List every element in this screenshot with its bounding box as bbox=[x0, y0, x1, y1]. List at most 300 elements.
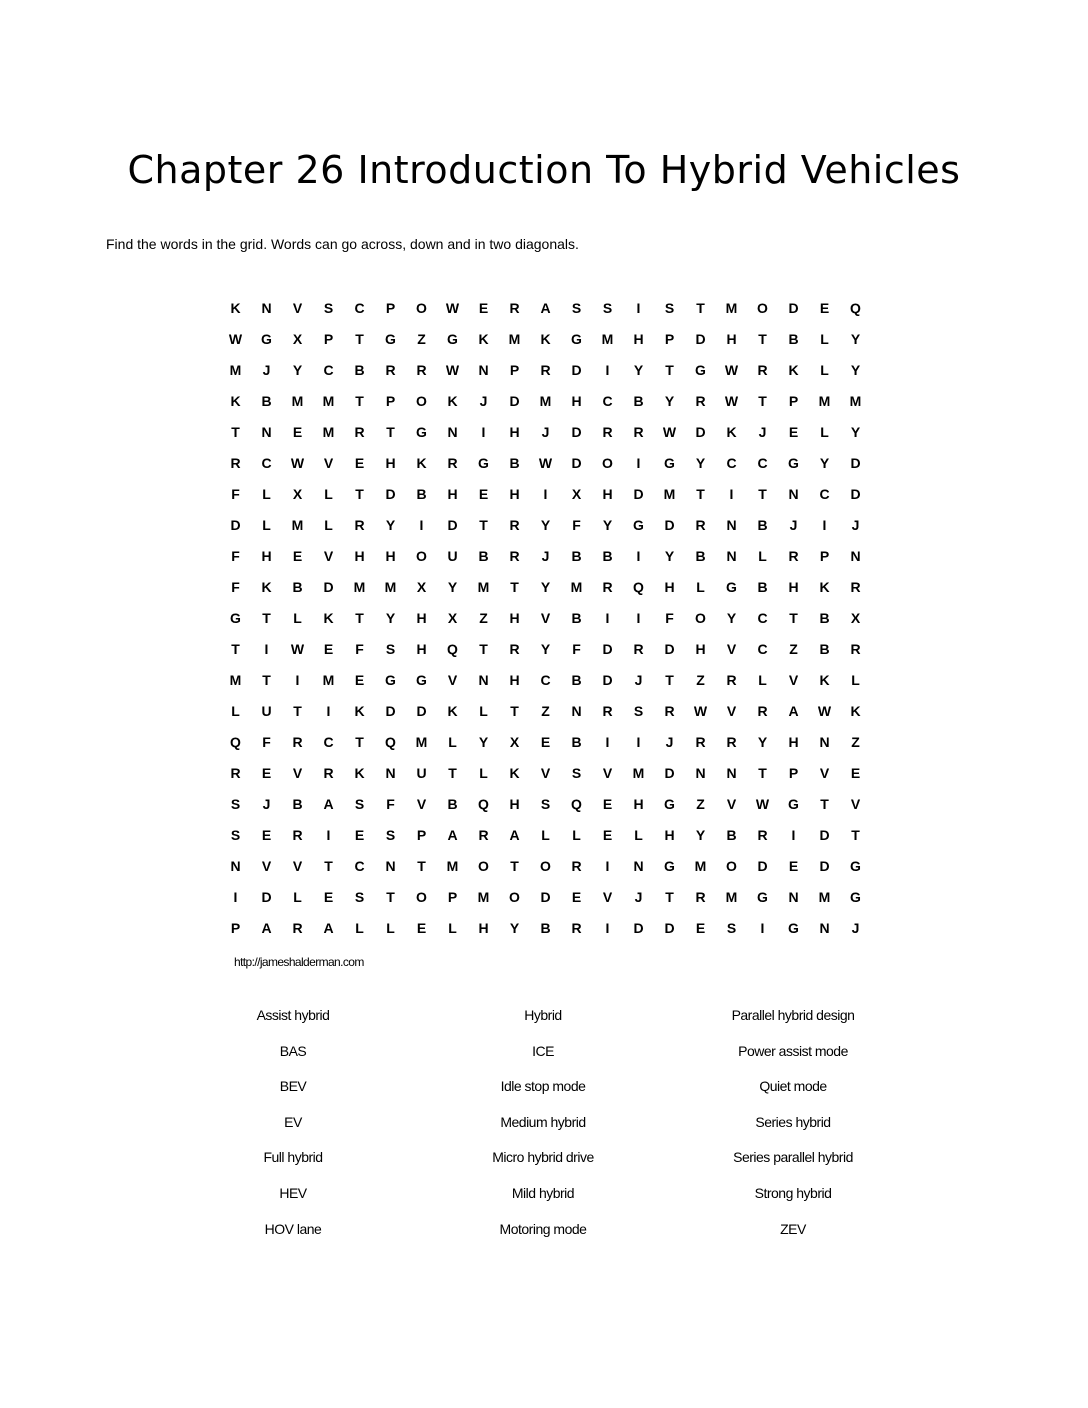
grid-cell: N bbox=[385, 764, 396, 781]
grid-cell: V bbox=[726, 795, 737, 812]
grid-cell: R bbox=[571, 919, 582, 936]
grid-cell: C bbox=[757, 454, 768, 471]
grid-cell: H bbox=[385, 547, 396, 564]
grid-cell: Y bbox=[385, 609, 396, 626]
grid-cell: M bbox=[539, 392, 552, 409]
grid-cell: D bbox=[819, 826, 830, 843]
grid-cell: D bbox=[850, 454, 861, 471]
grid-cell: D bbox=[633, 919, 644, 936]
grid-cell: I bbox=[605, 919, 610, 936]
grid-cell: S bbox=[571, 764, 582, 781]
grid-cell: Y bbox=[664, 547, 675, 564]
grid-cell: J bbox=[851, 516, 860, 533]
grid-cell: L bbox=[541, 826, 550, 843]
grid-cell: N bbox=[726, 547, 737, 564]
grid-cell: P bbox=[664, 330, 675, 347]
grid-cell: X bbox=[447, 609, 458, 626]
grid-cell: G bbox=[385, 671, 396, 688]
grid-cell: W bbox=[538, 454, 553, 471]
grid-cell: Y bbox=[633, 361, 644, 378]
grid-cell: P bbox=[416, 826, 427, 843]
grid-cell: S bbox=[726, 919, 737, 936]
grid-cell: B bbox=[602, 547, 613, 564]
grid-cell: Y bbox=[664, 392, 675, 409]
grid-cell: D bbox=[664, 640, 675, 657]
grid-cell: B bbox=[819, 609, 830, 626]
grid-cell: B bbox=[788, 330, 799, 347]
grid-cell: H bbox=[695, 640, 706, 657]
grid-cell: G bbox=[571, 330, 582, 347]
grid-cell: R bbox=[509, 640, 520, 657]
grid-cell: E bbox=[292, 423, 303, 440]
grid-cell: U bbox=[447, 547, 458, 564]
grid-cell: T bbox=[324, 857, 333, 874]
grid-cell: B bbox=[416, 485, 427, 502]
grid-cell: D bbox=[571, 361, 582, 378]
grid-cell: B bbox=[571, 671, 582, 688]
grid-cell: N bbox=[695, 764, 706, 781]
grid-cell: G bbox=[633, 516, 644, 533]
grid-cell: T bbox=[355, 330, 364, 347]
grid-cell: S bbox=[633, 702, 644, 719]
word-list-item: Parallel hybrid design bbox=[731, 1007, 855, 1023]
grid-cell: H bbox=[447, 485, 458, 502]
grid-cell: C bbox=[757, 640, 768, 657]
grid-cell: R bbox=[757, 702, 768, 719]
grid-cell: E bbox=[323, 640, 334, 657]
grid-cell: J bbox=[634, 671, 643, 688]
grid-cell: S bbox=[385, 826, 396, 843]
grid-cell: S bbox=[664, 299, 675, 316]
grid-cell: R bbox=[602, 702, 613, 719]
grid-cell: M bbox=[322, 423, 335, 440]
grid-cell: X bbox=[292, 485, 303, 502]
grid-cell: Y bbox=[819, 454, 830, 471]
grid-cell: E bbox=[354, 454, 365, 471]
grid-cell: H bbox=[478, 919, 489, 936]
grid-cell: K bbox=[230, 392, 241, 409]
grid-cell: O bbox=[416, 299, 427, 316]
grid-cell: T bbox=[231, 640, 240, 657]
grid-cell: E bbox=[354, 826, 365, 843]
grid-cell: M bbox=[477, 888, 490, 905]
grid-cell: K bbox=[447, 702, 458, 719]
grid-cell: T bbox=[479, 516, 488, 533]
grid-cell: S bbox=[354, 888, 365, 905]
grid-cell: P bbox=[819, 547, 830, 564]
grid-cell: G bbox=[447, 330, 458, 347]
grid-cell: R bbox=[509, 516, 520, 533]
grid-cell: B bbox=[819, 640, 830, 657]
grid-cell: N bbox=[261, 423, 272, 440]
grid-cell: T bbox=[665, 888, 674, 905]
source-link[interactable]: http://jameshalderman.com bbox=[234, 955, 364, 969]
grid-cell: Y bbox=[540, 578, 551, 595]
word-list-item: EV bbox=[284, 1113, 302, 1130]
grid-cell: P bbox=[509, 361, 520, 378]
grid-cell: T bbox=[417, 857, 426, 874]
grid-cell: M bbox=[229, 361, 242, 378]
grid-cell: T bbox=[386, 888, 395, 905]
grid-cell: T bbox=[789, 609, 798, 626]
grid-cell: W bbox=[445, 361, 460, 378]
grid-cell: J bbox=[541, 423, 550, 440]
grid-cell: C bbox=[726, 454, 737, 471]
grid-cell: H bbox=[509, 609, 520, 626]
grid-cell: O bbox=[602, 454, 613, 471]
grid-cell: E bbox=[478, 485, 489, 502]
grid-cell: W bbox=[724, 361, 739, 378]
grid-cell: J bbox=[479, 392, 488, 409]
grid-cell: B bbox=[261, 392, 272, 409]
grid-cell: M bbox=[415, 733, 428, 750]
grid-cell: Y bbox=[726, 609, 737, 626]
grid-cell: B bbox=[292, 578, 303, 595]
grid-cell: R bbox=[292, 826, 303, 843]
grid-cell: E bbox=[602, 795, 613, 812]
grid-cell: R bbox=[509, 547, 520, 564]
grid-cell: N bbox=[478, 361, 489, 378]
grid-cell: I bbox=[636, 547, 641, 564]
grid-cell: D bbox=[819, 857, 830, 874]
grid-cell: G bbox=[664, 795, 675, 812]
grid-cell: K bbox=[354, 702, 365, 719]
grid-cell: B bbox=[447, 795, 458, 812]
grid-cell: I bbox=[760, 919, 765, 936]
grid-cell: N bbox=[230, 857, 241, 874]
grid-cell: E bbox=[292, 547, 303, 564]
grid-cell: R bbox=[354, 423, 365, 440]
grid-cell: M bbox=[849, 392, 862, 409]
grid-cell: R bbox=[292, 919, 303, 936]
grid-cell: R bbox=[633, 640, 644, 657]
grid-cell: D bbox=[571, 423, 582, 440]
grid-cell: H bbox=[664, 578, 675, 595]
grid-cell: C bbox=[261, 454, 272, 471]
grid-cell: T bbox=[851, 826, 860, 843]
grid-cell: D bbox=[664, 516, 675, 533]
grid-cell: F bbox=[572, 640, 581, 657]
grid-cell: A bbox=[788, 702, 799, 719]
word-list-item: HOV lane bbox=[264, 1220, 322, 1237]
grid-cell: N bbox=[819, 919, 830, 936]
grid-cell: L bbox=[293, 888, 302, 905]
grid-cell: H bbox=[633, 795, 644, 812]
grid-cell: X bbox=[416, 578, 427, 595]
grid-cell: O bbox=[478, 857, 489, 874]
grid-cell: J bbox=[758, 423, 767, 440]
grid-cell: B bbox=[571, 733, 582, 750]
grid-cell: N bbox=[788, 485, 799, 502]
grid-cell: Q bbox=[571, 795, 582, 812]
grid-cell: O bbox=[757, 299, 768, 316]
grid-cell: F bbox=[231, 547, 240, 564]
word-list-item: Full hybrid bbox=[263, 1149, 323, 1166]
grid-cell: L bbox=[851, 671, 860, 688]
grid-cell: Y bbox=[695, 454, 706, 471]
grid-cell: V bbox=[292, 857, 303, 874]
grid-cell: X bbox=[292, 330, 303, 347]
grid-cell: R bbox=[385, 361, 396, 378]
grid-cell: F bbox=[262, 733, 271, 750]
grid-cell: E bbox=[540, 733, 551, 750]
grid-cell: O bbox=[695, 609, 706, 626]
grid-cell: D bbox=[571, 454, 582, 471]
grid-cell: B bbox=[695, 547, 706, 564]
grid-cell: Y bbox=[447, 578, 458, 595]
grid-cell: J bbox=[262, 795, 271, 812]
grid-cell: I bbox=[481, 423, 486, 440]
grid-cell: M bbox=[818, 888, 831, 905]
grid-cell: I bbox=[605, 361, 610, 378]
grid-cell: M bbox=[818, 392, 831, 409]
grid-cell: T bbox=[448, 764, 457, 781]
grid-cell: M bbox=[322, 671, 335, 688]
grid-cell: E bbox=[571, 888, 582, 905]
grid-cell: O bbox=[540, 857, 551, 874]
grid-cell: X bbox=[571, 485, 582, 502]
grid-cell: H bbox=[509, 423, 520, 440]
grid-cell: H bbox=[509, 485, 520, 502]
grid-cell: W bbox=[290, 640, 305, 657]
grid-cell: R bbox=[695, 516, 706, 533]
grid-cell: D bbox=[540, 888, 551, 905]
grid-cell: V bbox=[726, 640, 737, 657]
page-title: Chapter 26 Introduction To Hybrid Vehicles bbox=[127, 148, 961, 192]
grid-cell: I bbox=[264, 640, 269, 657]
grid-cell: Z bbox=[417, 330, 426, 347]
grid-cell: Y bbox=[695, 826, 706, 843]
grid-cell: Z bbox=[851, 733, 860, 750]
grid-cell: K bbox=[509, 764, 520, 781]
grid-cell: S bbox=[540, 795, 551, 812]
grid-cell: C bbox=[323, 733, 334, 750]
grid-cell: I bbox=[729, 485, 734, 502]
grid-cell: T bbox=[758, 764, 767, 781]
grid-cell: D bbox=[788, 299, 799, 316]
grid-cell: M bbox=[508, 330, 521, 347]
grid-cell: J bbox=[789, 516, 798, 533]
grid-cell: O bbox=[416, 888, 427, 905]
grid-cell: L bbox=[634, 826, 643, 843]
grid-cell: Q bbox=[850, 299, 861, 316]
grid-cell: V bbox=[819, 764, 830, 781]
grid-cell: L bbox=[324, 485, 333, 502]
word-list-item: Series parallel hybrid bbox=[733, 1149, 853, 1166]
grid-cell: F bbox=[572, 516, 581, 533]
grid-cell: R bbox=[540, 361, 551, 378]
grid-cell: I bbox=[605, 857, 610, 874]
grid-cell: G bbox=[416, 423, 427, 440]
grid-cell: V bbox=[261, 857, 272, 874]
grid-cell: T bbox=[355, 733, 364, 750]
grid-cell: I bbox=[326, 826, 331, 843]
grid-cell: L bbox=[324, 516, 333, 533]
grid-cell: M bbox=[384, 578, 397, 595]
grid-cell: V bbox=[602, 764, 613, 781]
grid-cell: M bbox=[477, 578, 490, 595]
grid-cell: L bbox=[448, 919, 457, 936]
grid-cell: P bbox=[788, 764, 799, 781]
word-list-item: Motoring mode bbox=[499, 1220, 587, 1237]
grid-cell: T bbox=[262, 609, 271, 626]
grid-cell: C bbox=[819, 485, 830, 502]
grid-cell: W bbox=[662, 423, 677, 440]
grid-cell: R bbox=[757, 361, 768, 378]
grid-cell: R bbox=[695, 392, 706, 409]
grid-cell: E bbox=[323, 888, 334, 905]
grid-cell: Q bbox=[478, 795, 489, 812]
grid-cell: H bbox=[261, 547, 272, 564]
grid-cell: Q bbox=[633, 578, 644, 595]
grid-cell: T bbox=[510, 702, 519, 719]
grid-cell: I bbox=[636, 733, 641, 750]
grid-cell: H bbox=[788, 733, 799, 750]
grid-cell: N bbox=[447, 423, 458, 440]
grid-cell: V bbox=[540, 609, 551, 626]
word-list-item: Assist hybrid bbox=[256, 1007, 330, 1023]
grid-cell: R bbox=[509, 299, 520, 316]
grid-cell: H bbox=[354, 547, 365, 564]
grid-cell: D bbox=[664, 919, 675, 936]
grid-cell: I bbox=[543, 485, 548, 502]
grid-cell: W bbox=[755, 795, 770, 812]
grid-cell: G bbox=[695, 361, 706, 378]
grid-cell: R bbox=[323, 764, 334, 781]
grid-cell: X bbox=[509, 733, 520, 750]
word-list-item: ZEV bbox=[780, 1220, 806, 1237]
grid-cell: H bbox=[602, 485, 613, 502]
grid-cell: T bbox=[665, 671, 674, 688]
grid-cell: U bbox=[416, 764, 427, 781]
grid-cell: H bbox=[571, 392, 582, 409]
grid-cell: E bbox=[354, 671, 365, 688]
grid-cell: G bbox=[850, 857, 861, 874]
grid-cell: D bbox=[261, 888, 272, 905]
grid-cell: K bbox=[354, 764, 365, 781]
grid-cell: B bbox=[478, 547, 489, 564]
grid-cell: E bbox=[602, 826, 613, 843]
grid-cell: J bbox=[262, 361, 271, 378]
grid-cell: Z bbox=[479, 609, 488, 626]
grid-cell: I bbox=[295, 671, 300, 688]
grid-cell: M bbox=[570, 578, 583, 595]
grid-cell: J bbox=[665, 733, 674, 750]
grid-cell: I bbox=[636, 454, 641, 471]
grid-cell: O bbox=[416, 392, 427, 409]
grid-cell: H bbox=[726, 330, 737, 347]
grid-cell: H bbox=[416, 640, 427, 657]
word-list-item: Power assist mode bbox=[738, 1042, 848, 1059]
grid-cell: E bbox=[261, 826, 272, 843]
grid-cell: T bbox=[696, 485, 705, 502]
grid-cell: L bbox=[293, 609, 302, 626]
grid-cell: S bbox=[571, 299, 582, 316]
grid-cell: N bbox=[571, 702, 582, 719]
word-list-item: Hybrid bbox=[524, 1007, 562, 1023]
word-list-item: Quiet mode bbox=[759, 1078, 827, 1095]
grid-cell: N bbox=[819, 733, 830, 750]
grid-cell: B bbox=[292, 795, 303, 812]
grid-cell: M bbox=[601, 330, 614, 347]
grid-cell: Z bbox=[789, 640, 798, 657]
grid-cell: F bbox=[355, 640, 364, 657]
grid-cell: Z bbox=[541, 702, 550, 719]
grid-cell: R bbox=[478, 826, 489, 843]
grid-cell: I bbox=[636, 609, 641, 626]
grid-cell: L bbox=[820, 330, 829, 347]
grid-cell: G bbox=[230, 609, 241, 626]
grid-cell: O bbox=[509, 888, 520, 905]
grid-cell: I bbox=[233, 888, 238, 905]
grid-cell: H bbox=[385, 454, 396, 471]
grid-cell: D bbox=[509, 392, 520, 409]
grid-cell: L bbox=[479, 702, 488, 719]
grid-cell: G bbox=[788, 454, 799, 471]
grid-cell: D bbox=[850, 485, 861, 502]
grid-cell: I bbox=[326, 702, 331, 719]
grid-cell: W bbox=[817, 702, 832, 719]
grid-cell: T bbox=[386, 423, 395, 440]
grid-cell: R bbox=[664, 702, 675, 719]
grid-cell: R bbox=[571, 857, 582, 874]
grid-cell: E bbox=[788, 857, 799, 874]
grid-cell: D bbox=[323, 578, 334, 595]
grid-cell: L bbox=[386, 919, 395, 936]
grid-cell: M bbox=[725, 888, 738, 905]
grid-cell: G bbox=[416, 671, 427, 688]
grid-cell: V bbox=[726, 702, 737, 719]
grid-cell: T bbox=[355, 609, 364, 626]
grid-cell: D bbox=[695, 330, 706, 347]
grid-cell: R bbox=[602, 578, 613, 595]
grid-cell: D bbox=[757, 857, 768, 874]
grid-cell: P bbox=[385, 392, 396, 409]
grid-cell: B bbox=[757, 578, 768, 595]
grid-cell: E bbox=[478, 299, 489, 316]
grid-cell: D bbox=[416, 702, 427, 719]
grid-cell: R bbox=[726, 671, 737, 688]
grid-cell: M bbox=[725, 299, 738, 316]
grid-cell: B bbox=[509, 454, 520, 471]
grid-cell: G bbox=[664, 454, 675, 471]
grid-cell: G bbox=[788, 795, 799, 812]
grid-cell: K bbox=[261, 578, 272, 595]
grid-cell: P bbox=[788, 392, 799, 409]
grid-cell: T bbox=[820, 795, 829, 812]
grid-cell: A bbox=[323, 919, 334, 936]
grid-cell: K bbox=[726, 423, 737, 440]
grid-cell: K bbox=[819, 671, 830, 688]
grid-cell: G bbox=[726, 578, 737, 595]
grid-cell: L bbox=[262, 516, 271, 533]
grid-cell: M bbox=[663, 485, 676, 502]
grid-cell: L bbox=[479, 764, 488, 781]
instructions: Find the words in the grid. Words can go across, down and in two diagonals. bbox=[106, 236, 579, 252]
grid-cell: F bbox=[665, 609, 674, 626]
grid-cell: T bbox=[293, 702, 302, 719]
grid-cell: B bbox=[726, 826, 737, 843]
grid-cell: N bbox=[633, 857, 644, 874]
grid-cell: O bbox=[416, 547, 427, 564]
grid-cell: D bbox=[385, 702, 396, 719]
grid-cell: D bbox=[385, 485, 396, 502]
grid-cell: S bbox=[323, 299, 334, 316]
grid-cell: V bbox=[323, 454, 334, 471]
grid-cell: N bbox=[261, 299, 272, 316]
grid-cell: S bbox=[385, 640, 396, 657]
grid-cell: H bbox=[509, 795, 520, 812]
